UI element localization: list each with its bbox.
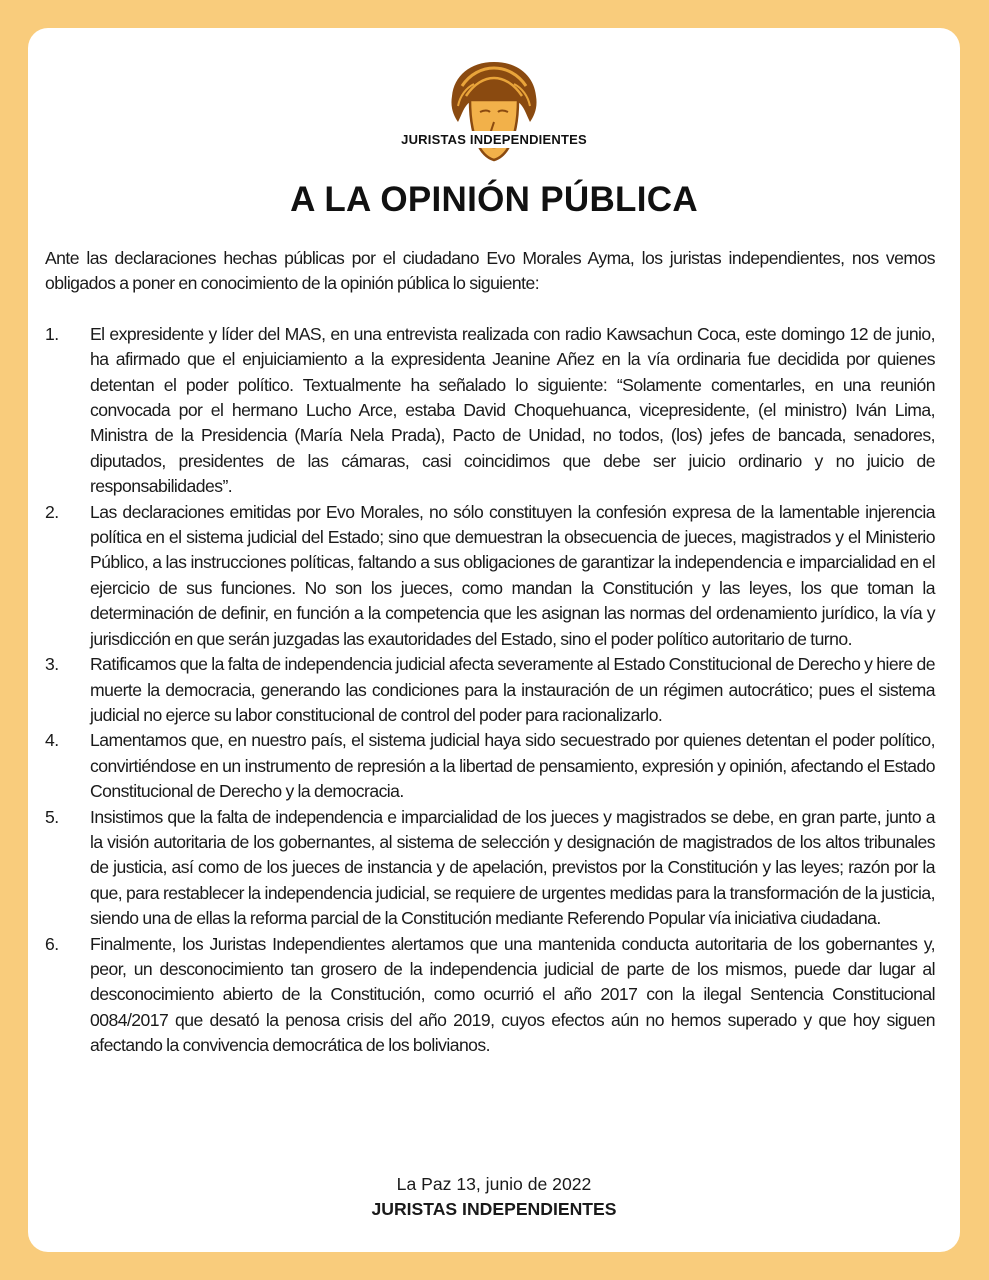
item-text: Ratificamos que la falta de independencia judicial afecta severamente al Estado Constitucional de Derecho y hiere de muerte la democracia, generando las condiciones para la instauración de un régimen autocrático; pues el sistema judicial no ejerce su labor constitucional de control del poder para racionalizarlo. [90,654,935,725]
list-item [45,805,935,932]
statement-list [45,322,935,1059]
list-item [45,932,935,1059]
item-text: El expresidente y líder del MAS, en una entrevista realizada con radio Kawsachun Coca, este domingo 12 de junio, ha afirmado que el enjuiciamiento a la expresidenta Jeanine Añez en la vía ordinaria fue decidida por quienes detentan el poder político. Textualmente ha señalado lo siguiente: “Solamente comentarles, en una reunión convocada por el hermano Lucho Arce, estaba David Choquehuanca, vicepresidente, (el ministro) Iván Lima, Ministra de la Presidencia (María Nela Prada), Pacto de Unidad, no todos, (los) jefes de bancada, senadores, diputados, presidentes de las cámaras, casi coincidimos que debe ser juicio ordinario y no juicio de responsabilidades”. [90,323,935,497]
list-item [45,728,935,804]
item-text: Finalmente, los Juristas Independientes alertamos que una mantenida conducta autoritaria de los gobernantes y, peor, un desconocimiento tan grosero de la independencia judicial de parte de los mismos, puede dar lugar al desconocimiento abierto de la Constitución, como ocurrió el año 2017 con la ilegal Sentencia Constitucional 0084/2017 que desató la penosa crisis del año 2019, cuyos efectos aún no hemos superado y que hoy siguen afectando la convivencia democrática de los bolivianos. [90,933,935,1056]
item-number: 4. [45,730,59,751]
place-date: La Paz 13, junio de 2022 [396,1174,592,1194]
list-item [45,652,935,728]
item-number: 6. [45,933,59,954]
org-name: JURISTAS INDEPENDIENTES [28,132,960,147]
list-item [45,322,935,500]
statement-card [28,28,960,1252]
signature: JURISTAS INDEPENDIENTES [371,1199,617,1219]
logo [28,56,960,196]
item-text: Las declaraciones emitidas por Evo Morales, no sólo constituyen la confesión expresa de la lamentable injerencia política en el sistema judicial del Estado; sino que demuestran la obsecuencia de jueces, magistrados y el Ministerio Público, a las instrucciones políticas, faltando a sus obligaciones de garantizar la independencia e imparcialidad en el ejercicio de sus funciones. No son los jueces, como mandan la Constitución y las leyes, los que toman la determinación de definir, en función a la competencia que les asignan las normas del ordenamiento jurídico, la vía y jurisdicción en que serán juzgadas las exautoridades del Estado, sino el poder político autoritario de turno. [90,501,935,649]
list-item [45,500,935,652]
item-number: 5. [45,806,59,827]
statement-body [45,246,935,1059]
page-title: A LA OPINIÓN PÚBLICA [290,180,698,219]
item-text: Insistimos que la falta de independencia e imparcialidad de los jueces y magistrados se debe, en gran parte, junto a la visión autoritaria de los gobernantes, al sistema de selección y designación de magistrados de los altos tribunales de justicia, así como de los jueces de instancia y de apelación, previstos por la Constitución y las leyes; razón por la que, para restablecer la independencia judicial, se requiere de urgentes medidas para la transformación de la justicia, siendo una de ellas la reforma parcial de la Constitución mediante Referendo Popular vía iniciativa ciudadana. [90,806,935,929]
item-text: Lamentamos que, en nuestro país, el sistema judicial haya sido secuestrado por quienes detentan el poder político, convirtiéndose en un instrumento de represión a la libertad de pensamiento, expresión y opinión, afectando el Estado Constitucional de Derecho y la democracia. [90,730,935,802]
footer [28,1172,960,1222]
intro-paragraph: Ante las declaraciones hechas públicas por el ciudadano Evo Morales Ayma, los juristas independientes, nos vemos obligados a poner en conocimiento de la opinión pública lo siguiente: [45,248,935,294]
item-number: 2. [45,501,59,522]
item-number: 1. [45,323,59,344]
item-number: 3. [45,654,59,675]
